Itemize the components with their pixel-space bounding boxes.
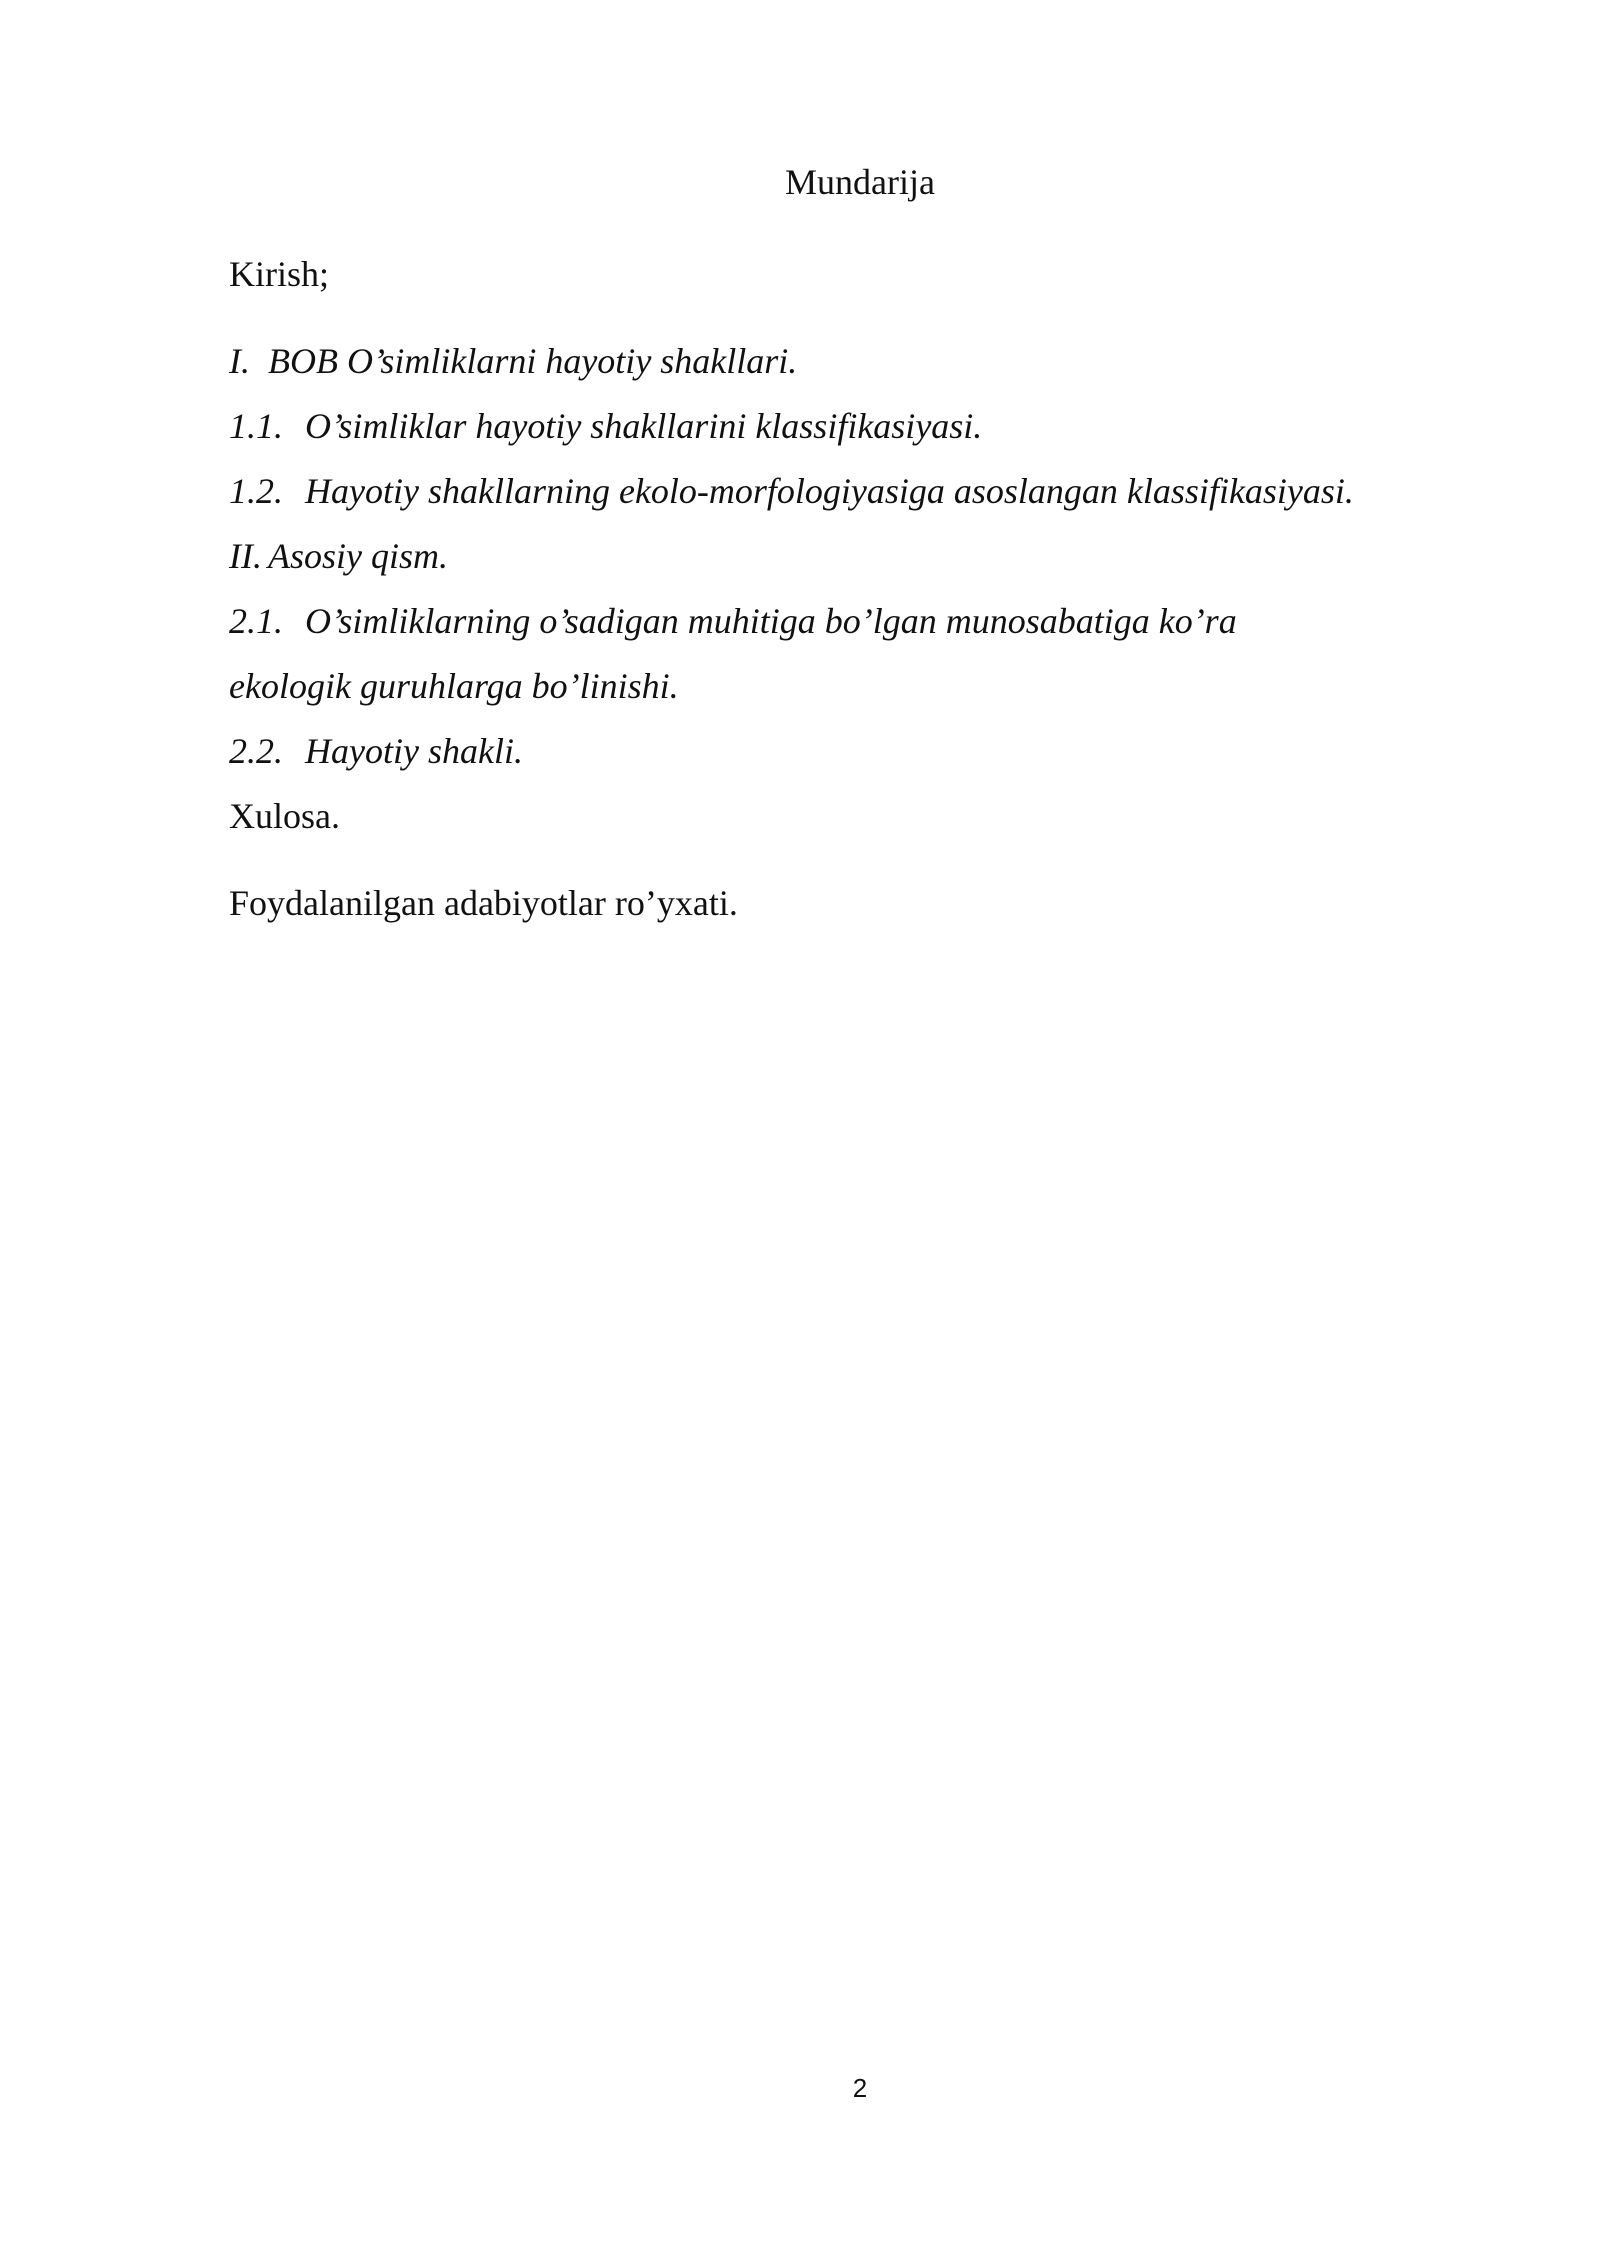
toc-text: BOB O’simliklarni hayotiy shakllari. bbox=[268, 341, 798, 381]
toc-section-2-1 bbox=[229, 599, 1237, 643]
toc-text: O’simliklar hayotiy shakllarini klassifikasiyasi. bbox=[305, 406, 983, 446]
toc-text: Asosiy qism. bbox=[268, 536, 448, 576]
page-number: 2 bbox=[852, 2073, 868, 2103]
toc-number: I. bbox=[229, 341, 250, 381]
toc-references: Foydalanilgan adabiyotlar ro’yxati. bbox=[229, 883, 738, 923]
toc-intro: Kirish; bbox=[229, 254, 330, 294]
toc-number: II. bbox=[229, 536, 262, 576]
toc-section-2-2 bbox=[229, 729, 523, 773]
toc-text: Hayotiy shakllarning ekolo-morfologiyasiga asoslangan klassifikasiyasi. bbox=[305, 471, 1354, 511]
toc-section-2-1-continued: ekologik guruhlarga bo’linishi. bbox=[229, 666, 679, 706]
toc-section-1-1 bbox=[229, 404, 982, 448]
toc-number: 2.2. bbox=[229, 731, 283, 771]
page-title: Mundarija bbox=[785, 162, 935, 202]
toc-text: O’simliklarning o’sadigan muhitiga bo’lgan munosabatiga ko’ra bbox=[305, 601, 1237, 641]
toc-chapter-2 bbox=[229, 534, 448, 578]
toc-section-1-2 bbox=[229, 469, 1354, 513]
toc-number: 2.1. bbox=[229, 601, 283, 641]
toc-text: Hayotiy shakli. bbox=[305, 731, 523, 771]
toc-chapter-1 bbox=[229, 339, 797, 383]
toc-number: 1.2. bbox=[229, 471, 283, 511]
toc-conclusion: Xulosa. bbox=[229, 796, 340, 836]
toc-number: 1.1. bbox=[229, 406, 283, 446]
